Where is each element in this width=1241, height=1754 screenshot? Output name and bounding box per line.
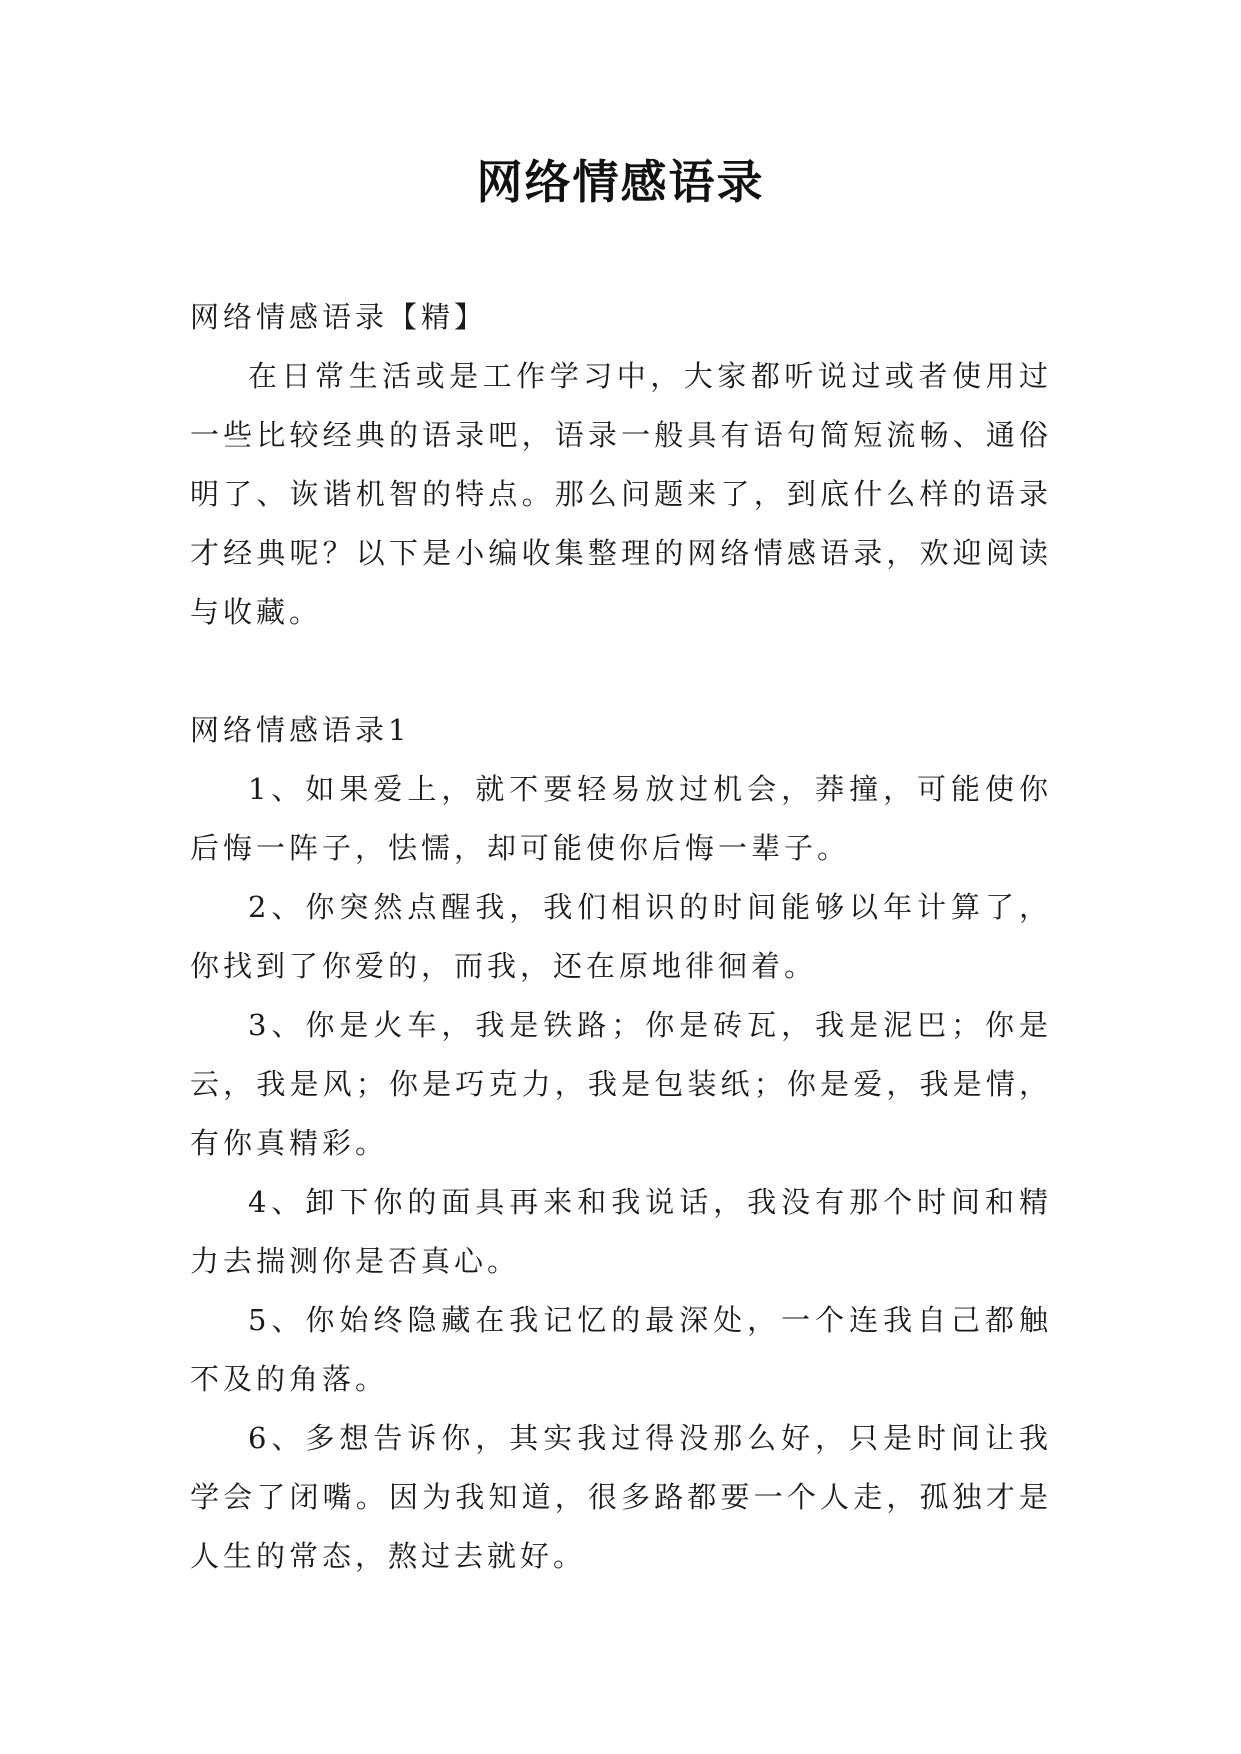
quote-paragraph-5: 5、你始终隐藏在我记忆的最深处，一个连我自己都触不及的角落。 [190,1303,1052,1396]
quote-paragraph-4: 4、卸下你的面具再来和我说话，我没有那个时间和精力去揣测你是否真心。 [190,1185,1052,1278]
section-heading: 网络情感语录1 [190,713,411,747]
section-spacer [190,642,1052,701]
intro-paragraph: 在日常生活或是工作学习中，大家都听说过或者使用过一些比较经典的语录吧，语录一般具有语句简短流畅、通俗明了、诙谐机智的特点。那么问题来了，到底什么样的语录才经典呢？以下是小编收集整理的网络情感语录，欢迎阅读与收藏。 [190,359,1052,629]
intro-heading: 网络情感语录【精】 [190,300,488,334]
document-body [190,288,1052,1586]
document-title: 网络情感语录 [476,155,765,209]
quote-paragraph-1: 1、如果爱上，就不要轻易放过机会，莽撞，可能使你后悔一阵子，怯懦，却可能使你后悔一辈子。 [190,772,1052,865]
quote-paragraph-6: 6、多想告诉你，其实我过得没那么好，只是时间让我学会了闭嘴。因为我知道，很多路都要一个人走，孤独才是人生的常态，熬过去就好。 [190,1421,1052,1573]
quote-paragraph-2: 2、你突然点醒我，我们相识的时间能够以年计算了，你找到了你爱的，而我，还在原地徘徊着。 [190,890,1052,983]
quote-paragraph-3: 3、你是火车，我是铁路；你是砖瓦，我是泥巴；你是云，我是风；你是巧克力，我是包装纸；你是爱，我是情，有你真精彩。 [190,1008,1052,1160]
